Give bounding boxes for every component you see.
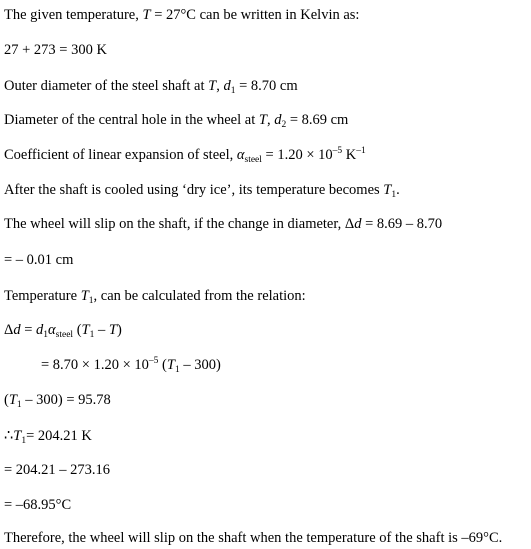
line-text: = 8.69 – 8.70 <box>361 216 443 232</box>
superscript: –5 <box>148 356 159 366</box>
variable-d: d <box>36 322 44 338</box>
line-text: = 204.21 – 273.16 <box>4 462 111 478</box>
line-text: After the shaft is cooled using ‘dry ice’, its temperature becomes <box>4 182 384 198</box>
line-text: Diameter of the central hole in the wheel at <box>4 112 259 128</box>
variable-T: T <box>208 78 217 94</box>
line-text: Therefore, the wheel will slip on the shaft when the temperature of the shaft is –69°C. <box>4 530 503 546</box>
line-text: = 27°C can be written in Kelvin as: <box>150 7 360 23</box>
subscript: 1 <box>43 330 49 340</box>
variable-T: T <box>166 357 175 373</box>
equation-line-kelvin-result <box>4 427 92 445</box>
line-text: ) <box>116 322 122 338</box>
variable-d: d <box>354 216 362 232</box>
line-text: = –68.95°C <box>4 497 72 513</box>
equation-line-difference <box>4 391 111 409</box>
superscript: –5 <box>332 146 343 156</box>
equation-line-relation <box>4 321 122 339</box>
variable-alpha: α <box>236 147 245 163</box>
equation-line-celsius-conversion <box>4 461 110 479</box>
line-text: ( <box>158 357 167 373</box>
line-text: , <box>216 78 224 94</box>
line-text: – <box>94 322 109 338</box>
subscript: steel <box>244 155 262 165</box>
line-text: , <box>266 112 275 128</box>
line-text: ( <box>4 392 9 408</box>
line-text: The given temperature, <box>4 7 143 23</box>
variable-T: T <box>81 322 90 338</box>
text-line-slip-condition <box>4 215 442 233</box>
equation-line-substitution <box>41 356 221 374</box>
subscript: 1 <box>88 296 94 306</box>
subscript: 2 <box>281 120 287 130</box>
variable-T: T <box>108 322 117 338</box>
subscript: 1 <box>230 86 236 96</box>
line-text: = – 0.01 cm <box>4 252 74 268</box>
subscript: steel <box>55 330 74 340</box>
line-text: , can be calculated from the relation: <box>93 288 306 304</box>
variable-T: T <box>258 112 267 128</box>
text-line-temperature-relation <box>4 287 306 305</box>
superscript: –1 <box>356 146 366 156</box>
variable-T: T <box>80 288 89 304</box>
subscript: 1 <box>89 330 95 340</box>
line-text: = 204.21 K <box>26 428 92 444</box>
line-text: = <box>20 322 37 338</box>
variable-T: T <box>8 392 17 408</box>
line-text: = 8.69 cm <box>286 112 349 128</box>
variable-d: d <box>223 78 231 94</box>
line-text: ∴ <box>4 428 14 444</box>
line-text: – 300) = 95.78 <box>21 392 111 408</box>
variable-d: d <box>274 112 282 128</box>
subscript: 1 <box>21 436 27 446</box>
line-text: The wheel will slip on the shaft, if the change in diameter, Δ <box>4 216 355 232</box>
text-line-outer-diameter <box>4 77 298 95</box>
line-text: . <box>396 182 400 198</box>
variable-d: d <box>13 322 21 338</box>
line-text: 27 + 273 = 300 K <box>4 42 107 58</box>
line-text: = 1.20 × 10 <box>261 147 333 163</box>
text-line-cooled-temperature <box>4 181 400 199</box>
text-line-expansion-coefficient <box>4 146 366 164</box>
variable-T: T <box>142 7 151 23</box>
line-text: K <box>342 147 357 163</box>
text-line-hole-diameter <box>4 111 348 129</box>
variable-alpha: α <box>48 322 56 338</box>
text-line-given-temperature <box>4 6 359 24</box>
line-text: Temperature <box>4 288 81 304</box>
line-text: – 300) <box>179 357 221 373</box>
equation-line-celsius-result <box>4 496 71 514</box>
line-text: Δ <box>4 322 14 338</box>
subscript: 1 <box>16 400 22 410</box>
text-line-diameter-change <box>4 251 73 269</box>
text-line-conclusion <box>4 529 502 547</box>
subscript: 1 <box>391 190 397 200</box>
line-text: Coefficient of linear expansion of steel, <box>4 147 237 163</box>
line-text: ( <box>73 322 82 338</box>
line-text: = 8.70 cm <box>235 78 298 94</box>
line-text: = 8.70 × 1.20 × 10 <box>41 357 149 373</box>
text-line-kelvin-conversion <box>4 41 107 59</box>
subscript: 1 <box>174 365 180 375</box>
variable-T: T <box>13 428 22 444</box>
line-text: Outer diameter of the steel shaft at <box>4 78 209 94</box>
variable-T: T <box>383 182 392 198</box>
